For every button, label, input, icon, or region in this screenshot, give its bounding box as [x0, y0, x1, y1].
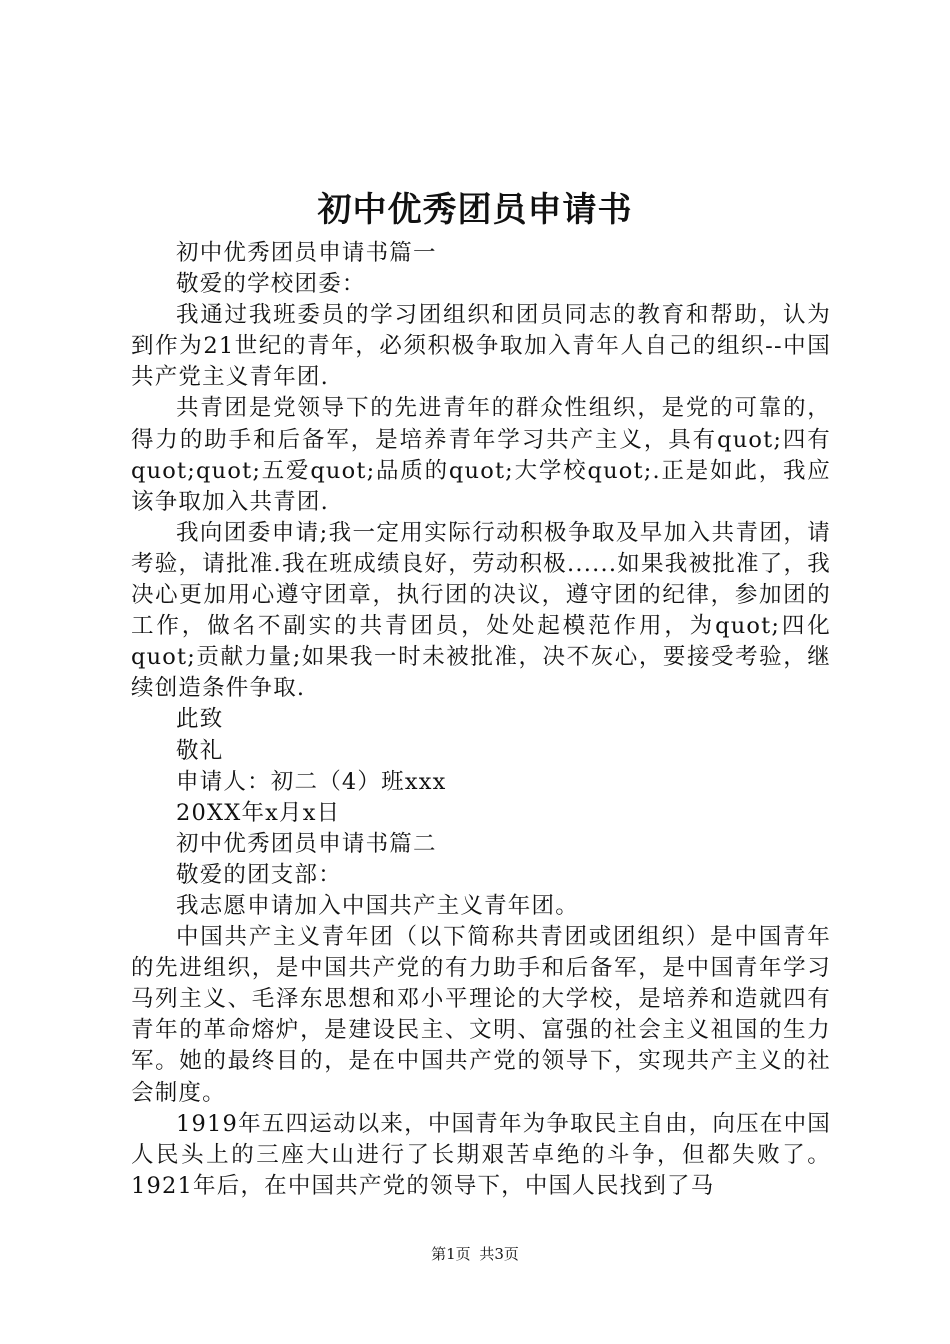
- closing-regards: 敬礼: [176, 737, 224, 764]
- document-title: 初中优秀团员申请书: [317, 190, 633, 230]
- page-number-current: 第1页: [431, 1245, 471, 1263]
- paragraph: 我志愿申请加入中国共产主义青年团。: [176, 892, 579, 919]
- salutation-1: 敬爱的学校团委：: [176, 271, 366, 298]
- paragraph: 中国共产主义青年团（以下简称共青团或团组织）是中国青年的先进组织，是中国共产党的有力助手和后备军，是中国青年学习马列主义、毛泽东思想和邓小平理论的大学校，是培养和造就四有青年的革命熔炉，是建设民主、文明、富强的社会主义祖国的生力军。她的最终目的，是在中国共产党的领导下，实现共产主义的社会制度。: [131, 924, 831, 1106]
- paragraph: 共青团是党领导下的先进青年的群众性组织，是党的可靠的，得力的助手和后备军，是培养青年学习共产主义，具有quot;四有quot;quot;五爱quot;品质的quot;大学校quot;.正是如此，我应该争取加入共青团.: [131, 395, 831, 515]
- page-footer: [0, 1244, 950, 1264]
- paragraph: 我向团委申请;我一定用实际行动积极争取及早加入共青团，请考验，请批准.我在班成绩良好，劳动积极......如果我被批准了，我决心更加用心遵守团章，执行团的决议，遵守团的纪律，参加团的工作，做名不副实的共青团员，处处起模范作用，为quot;四化quot;贡献力量;如果我一时未被批准，决不灰心，要接受考验，继续创造条件争取.: [131, 519, 831, 702]
- paragraph: 1919年五四运动以来，中国青年为争取民主自由，向压在中国人民头上的三座大山进行了长期艰苦卓绝的斗争，但都失败了。1921年后，在中国共产党的领导下，中国人民找到了马: [131, 1110, 831, 1199]
- date-line: 20XX年x月x日: [176, 799, 341, 826]
- salutation-2: 敬爱的团支部：: [176, 861, 342, 888]
- section-heading-2: 初中优秀团员申请书篇二: [176, 830, 437, 857]
- applicant-line: 申请人：初二（4）班xxx: [176, 768, 447, 795]
- section-heading-1: 初中优秀团员申请书篇一: [176, 240, 437, 266]
- document-body: [131, 238, 831, 1202]
- page-number-total: 共3页: [479, 1245, 519, 1263]
- paragraph: 我通过我班委员的学习团组织和团员同志的教育和帮助，认为到作为21世纪的青年，必须积极争取加入青年人自己的组织--中国共产党主义青年团.: [131, 302, 831, 391]
- closing-line: 此致: [176, 706, 224, 733]
